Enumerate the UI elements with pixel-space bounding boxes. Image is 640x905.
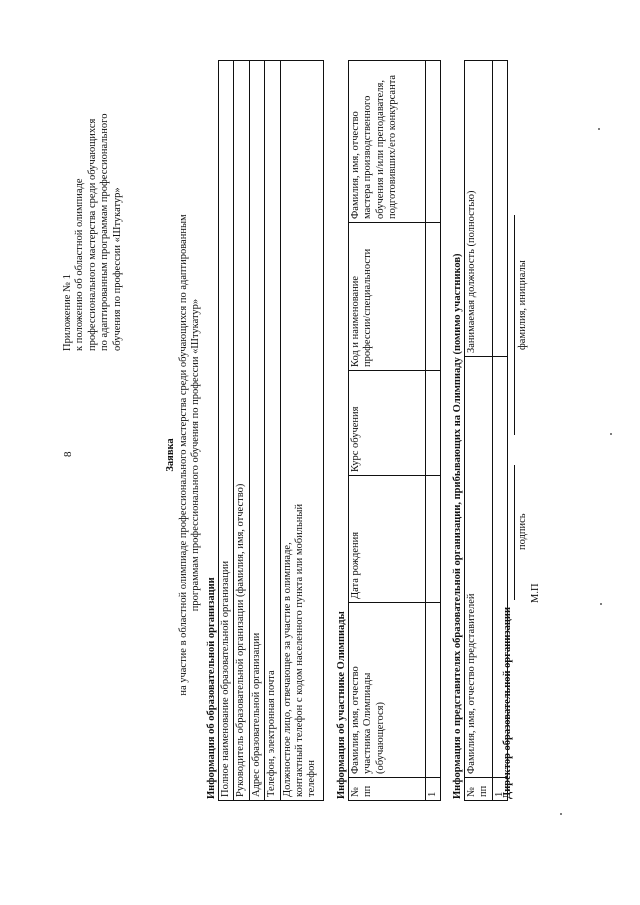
org-full-name-label: Полное наименование образовательной организации (219, 61, 234, 801)
participant-cell (426, 61, 441, 223)
appendix-line: профессионального мастерства среди обучающихся (86, 118, 98, 351)
header-line: профессии/специальности (362, 248, 374, 367)
participant-cell (426, 371, 441, 476)
signature-caption: подпись (517, 513, 528, 550)
rep-col-position-header: Занимаемая должность (полностью) (465, 61, 493, 357)
appendix-line: обучения по профессии «Штукатур» (111, 187, 123, 351)
scan-speck (598, 128, 600, 130)
header-line: участника Олимпиады (362, 672, 374, 774)
scan-speck (610, 433, 612, 435)
header-line: подготовивших/его конкурсанта (387, 74, 399, 219)
header-line: Фамилия, имя, отчество (350, 111, 361, 219)
header-line: мастера производственного (362, 95, 374, 219)
page-number: 8 (62, 451, 74, 457)
participant-cell (426, 223, 441, 371)
org-responsible-line: Должностное лицо, отвечающее за участие в олимпиаде, (281, 542, 293, 797)
reps-section-heading: Информация о представителях образовательной организации, прибывающих на Олимпиаду (помимо участников) (452, 253, 463, 799)
header-line: Код и наименование (350, 275, 361, 367)
org-contacts-label: Телефон, электронная почта (265, 61, 280, 801)
col-birth-date-header: Дата рождения (349, 476, 426, 603)
org-section-heading: Информация об образовательной организации (206, 577, 217, 799)
org-director-label: Руководитель образовательной организации (фамилия, имя, отчество) (234, 61, 249, 801)
name-line (514, 215, 515, 435)
participant-cell (426, 603, 441, 778)
scan-speck (560, 813, 562, 815)
col-teacher-header (349, 61, 426, 223)
header-line: пп (478, 785, 490, 797)
header-line: пп (362, 785, 374, 797)
header-line: (обучающегося) (374, 701, 386, 774)
header-line: № (350, 786, 361, 797)
participant-cell (426, 476, 441, 603)
org-responsible-line: телефон (306, 760, 318, 797)
application-title: Заявка (165, 438, 176, 472)
participant-row-num: 1 (426, 778, 441, 801)
header-line: обучения и/или преподавателя, (374, 80, 386, 219)
appendix-line: к положению об областной олимпиаде (74, 178, 86, 351)
director-label: Директор образовательной организации (502, 606, 513, 799)
scan-speck (600, 603, 602, 605)
appendix-line: по адаптированным программам профессионального (99, 113, 111, 351)
col-course-header: Курс обучения (349, 371, 426, 476)
appendix-block (62, 11, 124, 351)
name-caption: фамилия, инициалы (517, 260, 528, 350)
rep-row-num: 1 (492, 778, 507, 801)
application-subtitle-line2: программам профессионального обучения по профессии «Штукатур» (190, 298, 201, 612)
rep-col-num-header (465, 778, 493, 801)
stamp-label: М.П (530, 583, 541, 603)
rep-col-name-header: Фамилия, имя, отчество представителей (465, 357, 493, 778)
signature-line (514, 465, 515, 600)
org-responsible-line: контактный телефон с кодом населенного пункта или мобильный (293, 503, 305, 797)
appendix-title: Приложение № 1 (62, 274, 73, 351)
col-num-header (349, 778, 426, 801)
org-responsible-person-label (280, 61, 323, 801)
application-subtitle-line1: на участие в областной олимпиаде профессионального мастерства среди обучающихся по адаптированным (178, 214, 189, 696)
col-profession-code-header (349, 223, 426, 371)
org-info-table (218, 60, 324, 801)
org-address-label: Адрес образовательной организации (249, 61, 264, 801)
col-participant-name-header (349, 603, 426, 778)
participant-table (348, 60, 441, 801)
rep-cell (492, 61, 507, 357)
header-line: Фамилия, имя, отчество (350, 666, 361, 774)
header-line: № (466, 786, 477, 797)
participant-section-heading: Информация об участнике Олимпиады (336, 611, 347, 799)
